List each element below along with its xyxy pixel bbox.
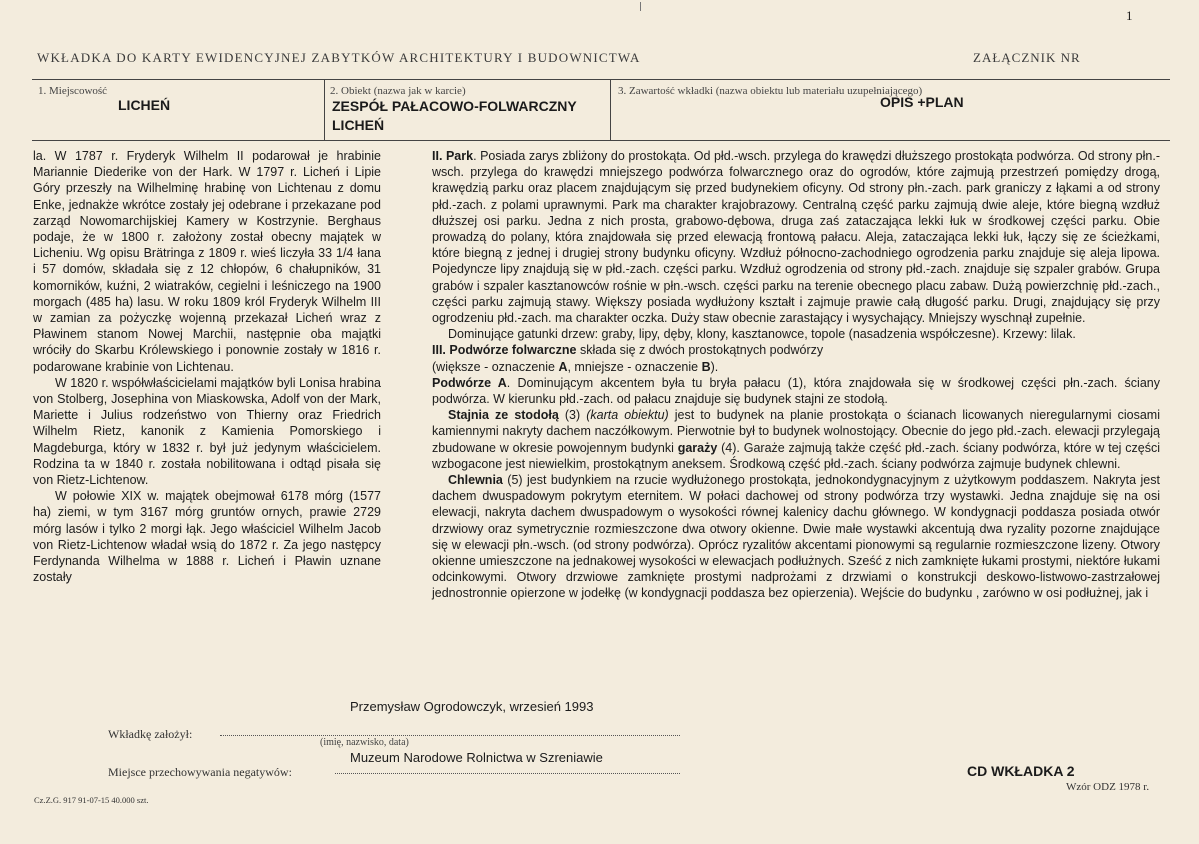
paragraph-text: składa się z dwóch prostokątnych podwórzy [576, 343, 824, 358]
section-heading: Stajnia ze stodołą [448, 408, 559, 423]
header-divider [610, 80, 611, 140]
paragraph-park [432, 148, 1160, 326]
field-object-value: ZESPÓŁ PAŁACOWO-FOLWARCZNY [332, 98, 577, 114]
paragraph: W połowie XIX w. majątek obejmował 6178 mórg (1577 ha) ziemi, w tym 3167 mórg gruntów ornych, prawie 2729 mórg lasów i tylko 2 morgi łąk. Jego właściciel Wilhelm Jacob von Rietz-Lichtenow władał wsią do 1872 r. Za jego następcy Ferdynanda Wilhelma w 1888 r. Licheń i Pławin uznane zostały [33, 489, 381, 585]
founded-label: Wkładkę założył: [108, 727, 193, 741]
field-locality-label: 1. Miejscowość [38, 85, 108, 97]
founded-dotted-line [220, 735, 680, 736]
paragraph-text: jest to budynek na planie prostokąta o ścianach licowanych nieregularnymi ciosami kamiennymi nakryty dachem naczółkowym. Pierwotnie był to budynek wolnostojący. Obecnie do jego płd.-zach. elewacji przylegają zbudowane w okresie powojennym budynki [432, 408, 1160, 455]
right-text-column [432, 148, 1160, 602]
garage-term: garaży [677, 440, 718, 455]
document-code: CD WKŁADKA 2 [967, 763, 1075, 779]
paragraph-yard [432, 342, 1160, 374]
section-heading: Chlewnia [448, 473, 503, 488]
founded-hint: (imię, nazwisko, data) [320, 737, 409, 748]
field-contents-value: OPIS +PLAN [880, 94, 964, 110]
form-reference: Wzór ODZ 1978 r. [1066, 781, 1150, 793]
page-number: 1 [1126, 8, 1133, 23]
field-object-value-2: LICHEŃ [332, 117, 385, 133]
section-heading: Podwórze A [432, 375, 507, 390]
yard-b-marker: B [701, 359, 711, 374]
yard-a-marker: A [558, 359, 568, 374]
museum-name: Muzeum Narodowe Rolnictwa w Szreniawie [350, 750, 603, 765]
paragraph-species: Dominujące gatunki drzew: graby, lipy, dęby, klony, kasztanowce, topole (nasadzenia współczesne). Krzewy: lilak. [448, 327, 1076, 342]
negatives-label: Miejsce przechowywania negatywów: [108, 765, 292, 779]
paragraph: W 1820 r. współwłaścicielami majątków byli Lonisa hrabina von Stolberg, Josephina von Miaskowska, Adolf von der Mark, Mariette i Julius rodzeństwo von Thierny oraz Friedrich Wilhelm Rietz, kanonik z Kamienia Pomorskiego i Magdeburga, który w 1832 r. był już jedynym właścicielem. Rodzina ta w 1840 r. została nobilitowana i odtąd pisała się von Rietz-Lichtenow. [33, 375, 381, 488]
paragraph-text: (4). Garaże zajmują także część płd.-zach. ściany podwórza, które w tej części wzbogacone jest niewielkim, prostokątnym aneksem. Środkową część płd.-zach. ściany podwórza zajmuje budynek chlewni. [432, 440, 1160, 471]
paragraph-text: , mniejsze - oznaczenie [567, 359, 702, 374]
header-divider [324, 80, 325, 140]
section-heading: II. Park [432, 149, 474, 163]
paragraph-text: (3) [558, 408, 587, 423]
card-reference: (karta obiektu) [586, 408, 669, 423]
print-reference: Cz.Z.G. 917 91-07-15 40.000 szt. [34, 795, 149, 805]
paragraph-stajnia [432, 407, 1160, 472]
paragraph-podworze-a [432, 375, 1160, 407]
field-object-label: 2. Obiekt (nazwa jak w karcie) [330, 85, 466, 97]
paragraph-text: (5) jest budynkiem na rzucie wydłużonego prostokąta, jednokondygnacyjnym z użytkowym poddaszem. Nakryta jest dachem dwuspadowym pokrytym eternitem. W połaci dachowej od strony podwórza trzy wystawki. Jedna znajduje się na osi elewacji, nakryta dachem dwuspadowym o wysokości równej kalenicy dachu głównego. W kondygnacji poddasza posiada otwór drzwiowy oraz symetrycznie rozmieszczone dwa otwory okienne. Dwie małe wystawki akcentują dwa ryzality pozorne znajdujące się w elewacji płn.-wsch. (od strony podwórza). Oprócz ryzalitów akcentami pionowymi są regularnie rozmieszczone lizeny. Otwory okienne umieszczone na jednakowej wysokości w elewacjach podłużnych. Sześć z nich zamknięte łukami prostymi, niektóre łukami odcinkowymi. Otwory drzwiowe zamknięte prostymi nadprożami z drzwiami o konstrukcji deskowo-listwowo-zastrzałowej jednostronnie opierzone w jodełkę (w kondygnacji poddasza bez opierzenia). Wejście do budynku , zarówno w osi podłużnej, jak i [432, 473, 1160, 601]
section-heading: III. Podwórze folwarczne [432, 343, 577, 358]
paragraph-chlewnia [432, 472, 1160, 602]
negatives-dotted-line [335, 773, 680, 774]
form-title: WKŁADKA DO KARTY EWIDENCYJNEJ ZABYTKÓW ARCHITEKTURY I BUDOWNICTWA [37, 50, 641, 65]
field-contents-label: 3. Zawartość wkładki (nazwa obiektu lub materiału uzupełniającego) [618, 85, 923, 97]
field-locality-value: LICHEŃ [118, 97, 171, 113]
paragraph: la. W 1787 r. Fryderyk Wilhelm II podarował je hrabinie Mariannie Diederike von der Hark. W 1797 r. Licheń i Lipie Góry przeszły na Wilhelminę hrabinę von Lichtenau z domu Enke, jednakże wkrótce zostały jej odebrane i przekazane pod zarząd Nowomarchijskiej Kamery w Kostrzynie. Berghaus podaje, że w 1800 r. założony został obecny majątek w Licheniu. Wg opisu Brätringa z 1809 r. wieś liczyła 33 1/4 łana i 57 domów, składała się z 12 chłopów, 6 chałupników, 31 komorników, kuźni, 2 wiatraków, cegielni i leśniczego na 1900 morgach (485 ha) lasu. W roku 1809 król Fryderyk Wilhelm III w zamian za pożyczkę wojenną przekazał Licheń wraz z Pławinem stanom Nowej Marchii, następnie oba majątki wróciły do Skarbu Królewskiego i ponownie zostały w 1816 r. podarowane krabinie von Lichtenau. [33, 149, 381, 374]
paragraph-text: . Dominującym akcentem była tu bryła pałacu (1), która znajdowała się w środkowej części płn.-zach. ściany podwórza. W kierunku płd.-zach. od pałacu znajduje się budynek stajni ze stodołą. [432, 375, 1160, 407]
paragraph-text: (większe - oznaczenie [432, 359, 559, 374]
annex-label: ZAŁĄCZNIK NR [973, 50, 1081, 65]
header-fields [32, 79, 1170, 141]
paragraph-text: . Posiada zarys zbliżony do prostokąta. Od płd.-wsch. przylega do krawędzi dłuższego prostokąta podwórza. Od strony płn.-wsch. przylega do krawędzi mniejszego podwórza folwarcznego oraz do ogrodów, które zajmują przestrzeń pomiędzy drogą, krawędzią parku oraz placem znajdującym się przed budynekiem oficyny. Od strony płn.-zach. park graniczy z łąkami a od strony płd.-zach. z polami uprawnymi. Park ma charakter krajobrazowy. Centralną część parku zajmują dwie aleje, które biegną wzdłuż dłuższej osi parku. Jedna z nich prosta, grabowo-dębowa, druga zaś zataczająca lekki łuk w środkowej części parku. Obie prowadzą do polany, która znajdowała się przed elewacją frontową pałacu. Aleja, zataczająca lekki łuk, łączy się ze ścieżkami, które biegną z jednej i drugiej strony budynku oficyny. Wzdłuż północno-zachodniego ogrodzenia parku znajduje się aleja lipowa. Pojedyncze lipy znajdują się w płd.-zach. części parku. Wzdłuż ogrodzenia od strony płd.-zach. znajduje się szpaler grabów. Grupa grabów i szpaler kasztanowców rośnie w płn.-wsch. części parku na terenie obecnego placu zabaw. Dużą powierzchnię płd.-zach., części parku zajmują stawy. Większy posiada wydłużony kształt i zajmuje prawie całą długość parku. Drugi, znajdujący się przy ogrodzeniu płd.-zach. ma charakter oczka. Duży staw obecnie zarastający i wysychający. Mniejszy wyschnął zupełnie. [432, 149, 1160, 326]
paragraph-text: ). [710, 359, 719, 374]
author-signature: Przemysław Ogrodowczyk, wrzesień 1993 [350, 699, 594, 714]
top-tick-mark [640, 2, 641, 11]
left-text-column [33, 148, 381, 585]
